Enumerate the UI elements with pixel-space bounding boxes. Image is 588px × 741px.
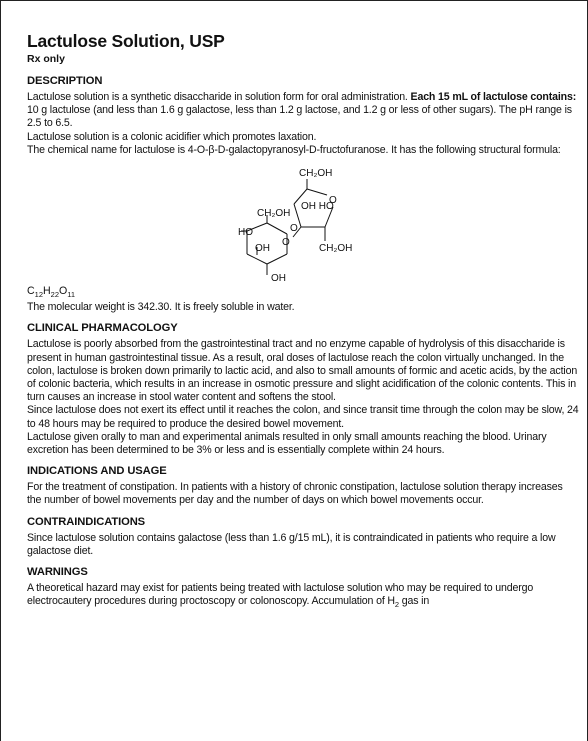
formula-h-count: 22 — [50, 290, 59, 300]
description-paragraph-3: The chemical name for lactulose is 4-O-β-D-galactopyranosyl-D-fructofuranose. It has the following structural formula: — [27, 143, 561, 156]
description-paragraph-2: Lactulose solution is a colonic acidifier which promotes laxation. — [27, 130, 317, 143]
label-ch2oh-left: CH₂OH — [257, 208, 291, 220]
label-o-ring-galactose: O — [282, 237, 290, 249]
formula-h: H — [43, 285, 51, 298]
formula-c: C — [27, 285, 35, 298]
page-title: Lactulose Solution, USP — [27, 31, 225, 51]
formula-c-count: 12 — [34, 290, 43, 300]
warnings-text-start: A theoretical hazard may exist for patients being treated with lactulose solution who may be required to undergo electrocautery procedures during proctoscopy or colonoscopy. Accumulation of H — [27, 581, 534, 608]
label-o-glycosidic: O — [290, 223, 298, 235]
warnings-paragraph — [27, 582, 579, 612]
label-oh-ho: OH HO — [301, 201, 334, 213]
label-ch2oh-right: CH₂OH — [319, 243, 353, 255]
description-bold-text: Each 15 mL of lactulose contains: — [410, 91, 577, 103]
description-heading: DESCRIPTION — [27, 75, 103, 87]
warnings-section — [27, 566, 579, 612]
description-paragraph-1 — [27, 91, 579, 131]
clinical-paragraph-1: Lactulose is poorly absorbed from the gastrointestinal tract and no enzyme capable of hydrolysis of this disaccharide is present in human gastrointestinal tissue. As a result, oral doses of lactulose reach the colon virtually unchanged. In the colon, lactulose is broken down primarily to lactic acid, and also to small amounts of formic and acetic acids, by the action of colonic bacteria, which results in an increase in osmotic pressure and slight acidification of the colonic contents. This in turn causes an increase in stool water content and softens the stool. — [27, 338, 578, 404]
label-oh-bottom: OH — [271, 273, 286, 285]
clinical-paragraph-3: Lactulose given orally to man and experimental animals resulted in only small amounts reaching the blood. Urinary excretion has been determined to be 3% or less and is essentially complete within 24 hours. — [27, 430, 547, 456]
indications-heading: INDICATIONS AND USAGE — [27, 465, 167, 478]
description-text-end: 10 g lactulose (and less than 1.6 g galactose, less than 1.2 g lactose, and 1.2 g or less of other sugars). The pH range is 2.5 to 6.5. — [27, 104, 572, 130]
warnings-text-end: gas in — [398, 595, 430, 608]
molecular-formula — [27, 285, 579, 301]
rx-only-label: Rx only — [27, 53, 65, 65]
structural-formula-diagram — [207, 159, 377, 284]
label-ho: HO — [238, 227, 253, 239]
label-oh-mid: OH — [255, 243, 270, 255]
clinical-pharmacology-section — [27, 322, 579, 457]
warnings-h2-subscript: 2 — [394, 600, 399, 610]
indications-paragraph: For the treatment of constipation. In patients with a history of chronic constipation, lactulose solution therapy increases the number of bowel movements per day and the number of days on which bowel movements occur. — [27, 481, 563, 507]
structural-formula — [27, 159, 579, 284]
contraindications-section — [27, 516, 579, 558]
indications-section — [27, 465, 579, 507]
molecular-weight-text: The molecular weight is 342.30. It is freely soluble in water. — [27, 301, 295, 314]
label-o-ring-fructose: O — [329, 195, 337, 207]
contraindications-heading: CONTRAINDICATIONS — [27, 515, 146, 528]
formula-o: O — [59, 285, 68, 298]
formula-o-count: 11 — [67, 290, 76, 300]
contraindications-paragraph: Since lactulose solution contains galactose (less than 1.6 g/15 mL), it is contraindicated in patients who require a low galactose diet. — [27, 531, 556, 557]
label-ch2oh-top: CH₂OH — [299, 168, 333, 180]
clinical-paragraph-2: Since lactulose does not exert its effect until it reaches the colon, and since transit time through the colon may be slow, 24 to 48 hours may be required to produce the desired bowel movement. — [27, 404, 579, 430]
clinical-pharmacology-heading: CLINICAL PHARMACOLOGY — [27, 322, 178, 335]
warnings-heading: WARNINGS — [27, 565, 88, 578]
description-section — [27, 75, 579, 314]
description-text-start: Lactulose solution is a synthetic disaccharide in solution form for oral administration. — [27, 91, 411, 103]
